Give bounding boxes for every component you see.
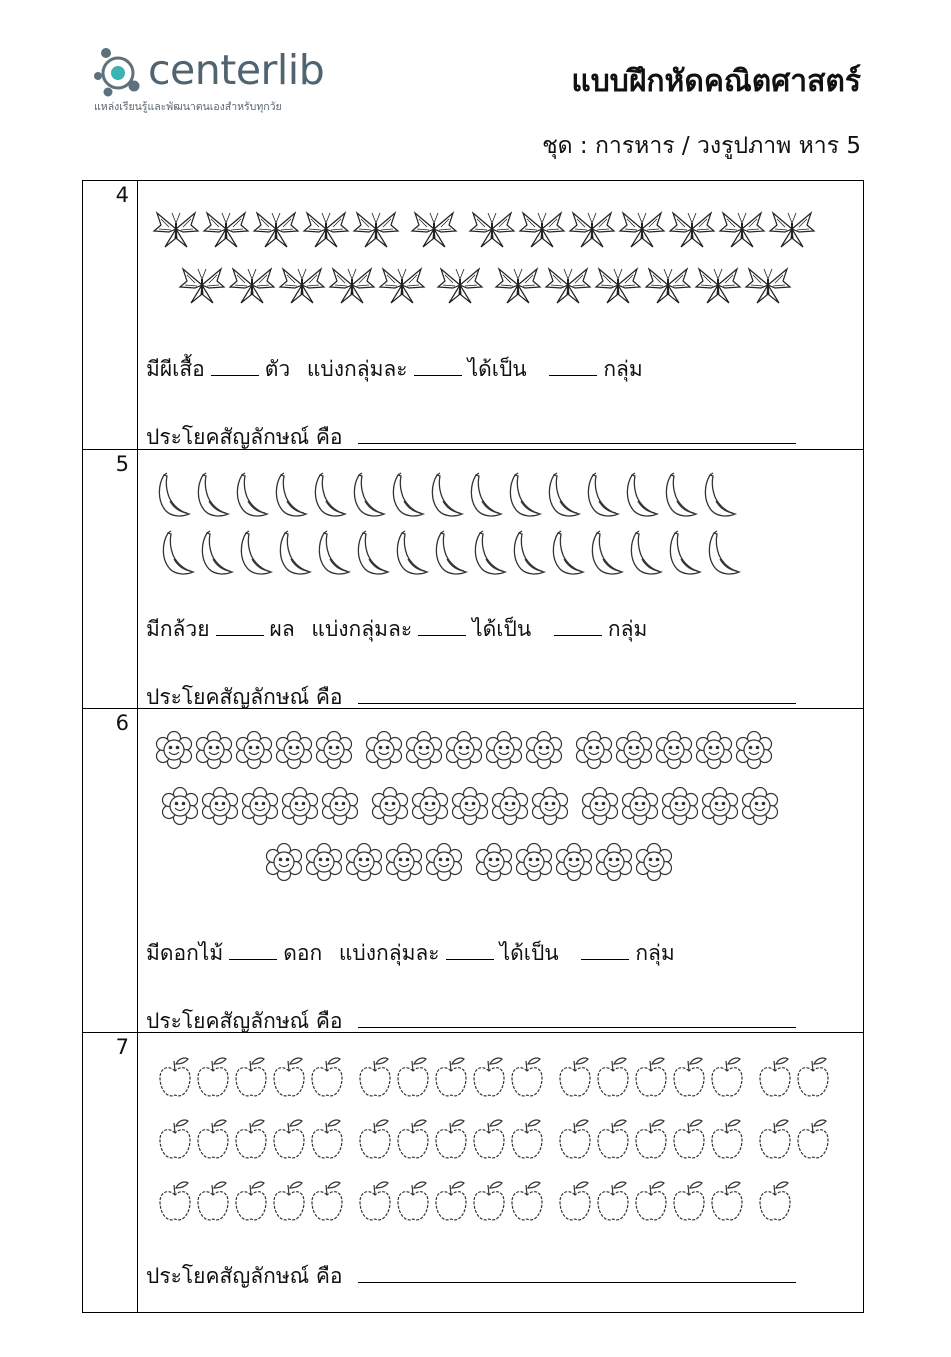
flower-picture-group <box>153 731 779 899</box>
apple-icon <box>509 1117 545 1163</box>
butterfly-icon <box>227 261 277 309</box>
butterfly-icon <box>667 205 717 253</box>
butterfly-picture-group <box>151 205 817 317</box>
banana-icon <box>193 471 231 519</box>
apple-icon <box>157 1055 193 1101</box>
apple-icon <box>233 1179 269 1225</box>
smiling-flower-icon <box>595 843 633 881</box>
symbol-sentence-label: ประโยคสัญลักษณ์ คือ <box>146 1009 343 1033</box>
apple-icon <box>433 1117 469 1163</box>
picture-row <box>153 529 742 587</box>
banana-icon <box>154 471 192 519</box>
smiling-flower-icon <box>701 787 739 825</box>
smiling-flower-icon <box>695 731 733 769</box>
banana-picture-group <box>153 471 742 587</box>
banana-icon <box>548 529 586 577</box>
apple-icon <box>157 1179 193 1225</box>
answer-blank[interactable] <box>446 941 494 960</box>
smiling-flower-icon <box>345 843 383 881</box>
apple-icon <box>357 1055 393 1101</box>
smiling-flower-icon <box>445 731 483 769</box>
butterfly-icon <box>717 205 767 253</box>
banana-icon <box>197 529 235 577</box>
butterfly-icon <box>351 205 401 253</box>
apple-icon <box>709 1117 745 1163</box>
picture-row <box>155 1117 831 1179</box>
butterfly-icon <box>151 205 201 253</box>
banana-icon <box>392 529 430 577</box>
butterfly-icon <box>301 205 351 253</box>
apple-icon <box>595 1179 631 1225</box>
apple-icon <box>795 1117 831 1163</box>
butterfly-icon <box>743 261 793 309</box>
smiling-flower-icon <box>575 731 613 769</box>
smiling-flower-icon <box>741 787 779 825</box>
apple-icon <box>595 1055 631 1101</box>
apple-icon <box>671 1117 707 1163</box>
symbol-sentence-row <box>146 421 802 454</box>
butterfly-icon <box>177 261 227 309</box>
smiling-flower-icon <box>635 843 673 881</box>
answer-blank[interactable] <box>216 617 264 636</box>
banana-icon <box>427 471 465 519</box>
smiling-flower-icon <box>155 731 193 769</box>
apple-icon <box>509 1179 545 1225</box>
symbol-sentence-label: ประโยคสัญลักษณ์ คือ <box>146 1264 343 1288</box>
banana-icon <box>466 471 504 519</box>
smiling-flower-icon <box>525 731 563 769</box>
apple-icon <box>395 1117 431 1163</box>
smiling-flower-icon <box>581 787 619 825</box>
butterfly-icon <box>435 261 485 309</box>
butterfly-icon <box>593 261 643 309</box>
smiling-flower-icon <box>531 787 569 825</box>
page-subtitle: ชุด : การหาร / วงรูปภาพ หาร 5 <box>542 133 861 159</box>
picture-row <box>151 261 817 317</box>
apple-icon <box>395 1179 431 1225</box>
logo-brand-text: centerlib <box>148 46 325 94</box>
banana-icon <box>626 529 664 577</box>
banana-icon <box>275 529 313 577</box>
apple-icon <box>709 1179 745 1225</box>
banana-icon <box>470 529 508 577</box>
apple-icon <box>433 1055 469 1101</box>
smiling-flower-icon <box>201 787 239 825</box>
apple-icon <box>557 1117 593 1163</box>
apple-icon <box>633 1117 669 1163</box>
answer-blank[interactable] <box>414 357 462 376</box>
picture-row <box>153 471 742 529</box>
banana-icon <box>388 471 426 519</box>
apple-icon <box>433 1179 469 1225</box>
apple-icon <box>795 1055 831 1101</box>
butterfly-icon <box>567 205 617 253</box>
butterfly-icon <box>201 205 251 253</box>
butterfly-icon <box>377 261 427 309</box>
apple-picture-group <box>155 1055 831 1241</box>
smiling-flower-icon <box>365 731 403 769</box>
picture-row <box>153 787 779 843</box>
symbol-sentence-blank[interactable] <box>358 685 796 704</box>
banana-icon <box>431 529 469 577</box>
smiling-flower-icon <box>371 787 409 825</box>
banana-icon <box>353 529 391 577</box>
apple-icon <box>471 1055 507 1101</box>
question-number: 4 <box>115 183 129 207</box>
smiling-flower-icon <box>315 731 353 769</box>
apple-icon <box>157 1117 193 1163</box>
number-column-divider <box>137 181 138 1312</box>
apple-icon <box>595 1117 631 1163</box>
apple-icon <box>195 1055 231 1101</box>
apple-icon <box>271 1179 307 1225</box>
banana-icon <box>236 529 274 577</box>
butterfly-icon <box>543 261 593 309</box>
apple-icon <box>757 1055 793 1101</box>
worksheet-table <box>82 180 864 1313</box>
banana-icon <box>583 471 621 519</box>
apple-icon <box>509 1055 545 1101</box>
banana-icon <box>587 529 625 577</box>
smiling-flower-icon <box>425 843 463 881</box>
smiling-flower-icon <box>161 787 199 825</box>
logo-tagline: แหล่งเรียนรู้และพัฒนาตนเองสำหรับทุกวัย <box>94 101 282 113</box>
banana-icon <box>314 529 352 577</box>
apple-icon <box>633 1055 669 1101</box>
question-number: 6 <box>115 711 129 735</box>
smiling-flower-icon <box>411 787 449 825</box>
symbol-sentence-label: ประโยคสัญลักษณ์ คือ <box>146 425 343 449</box>
butterfly-icon <box>493 261 543 309</box>
apple-icon <box>271 1117 307 1163</box>
banana-icon <box>700 471 738 519</box>
smiling-flower-icon <box>305 843 343 881</box>
smiling-flower-icon <box>485 731 523 769</box>
answer-blank[interactable] <box>549 357 597 376</box>
butterfly-icon <box>277 261 327 309</box>
question-sentence: มีผีเสื้อ ตัว แบ่งกลุ่มละ ได้เป็น กลุ่ม <box>146 357 643 381</box>
symbol-sentence-row <box>146 1260 802 1293</box>
butterfly-icon <box>767 205 817 253</box>
apple-icon <box>471 1179 507 1225</box>
symbol-sentence-row <box>146 681 802 714</box>
centerlib-logo <box>92 40 352 120</box>
apple-icon <box>309 1179 345 1225</box>
smiling-flower-icon <box>451 787 489 825</box>
picture-row <box>153 843 779 899</box>
banana-icon <box>271 471 309 519</box>
answer-blank[interactable] <box>581 941 629 960</box>
smiling-flower-icon <box>475 843 513 881</box>
apple-icon <box>671 1179 707 1225</box>
banana-icon <box>505 471 543 519</box>
smiling-flower-icon <box>661 787 699 825</box>
smiling-flower-icon <box>615 731 653 769</box>
apple-icon <box>757 1117 793 1163</box>
apple-icon <box>395 1055 431 1101</box>
logo-molecule-icon <box>92 46 144 98</box>
smiling-flower-icon <box>655 731 693 769</box>
smiling-flower-icon <box>405 731 443 769</box>
banana-icon <box>622 471 660 519</box>
picture-row <box>153 731 779 787</box>
butterfly-icon <box>327 261 377 309</box>
apple-icon <box>309 1117 345 1163</box>
banana-icon <box>349 471 387 519</box>
smiling-flower-icon <box>491 787 529 825</box>
apple-icon <box>557 1055 593 1101</box>
smiling-flower-icon <box>321 787 359 825</box>
butterfly-icon <box>467 205 517 253</box>
butterfly-icon <box>409 205 459 253</box>
apple-icon <box>709 1055 745 1101</box>
answer-blank[interactable] <box>418 617 466 636</box>
apple-icon <box>633 1179 669 1225</box>
butterfly-icon <box>643 261 693 309</box>
banana-icon <box>665 529 703 577</box>
answer-blank[interactable] <box>211 357 259 376</box>
smiling-flower-icon <box>555 843 593 881</box>
smiling-flower-icon <box>281 787 319 825</box>
banana-icon <box>310 471 348 519</box>
banana-icon <box>158 529 196 577</box>
apple-icon <box>671 1055 707 1101</box>
symbol-sentence-label: ประโยคสัญลักษณ์ คือ <box>146 685 343 709</box>
picture-row <box>155 1179 831 1241</box>
answer-blank[interactable] <box>229 941 277 960</box>
question-sentence: มีกล้วย ผล แบ่งกลุ่มละ ได้เป็น กลุ่ม <box>146 617 648 641</box>
banana-icon <box>661 471 699 519</box>
symbol-sentence-blank[interactable] <box>358 1009 796 1028</box>
smiling-flower-icon <box>275 731 313 769</box>
apple-icon <box>271 1055 307 1101</box>
question-sentence: มีดอกไม้ ดอก แบ่งกลุ่มละ ได้เป็น กลุ่ม <box>146 941 675 965</box>
apple-icon <box>357 1179 393 1225</box>
butterfly-icon <box>251 205 301 253</box>
apple-icon <box>195 1117 231 1163</box>
symbol-sentence-blank[interactable] <box>358 425 796 444</box>
question-number: 5 <box>115 452 129 476</box>
question-number: 7 <box>115 1035 129 1059</box>
apple-icon <box>357 1117 393 1163</box>
smiling-flower-icon <box>735 731 773 769</box>
apple-icon <box>757 1179 793 1225</box>
symbol-sentence-blank[interactable] <box>358 1264 796 1283</box>
smiling-flower-icon <box>265 843 303 881</box>
apple-icon <box>233 1117 269 1163</box>
apple-icon <box>195 1179 231 1225</box>
banana-icon <box>704 529 742 577</box>
apple-icon <box>233 1055 269 1101</box>
banana-icon <box>509 529 547 577</box>
apple-icon <box>557 1179 593 1225</box>
smiling-flower-icon <box>235 731 273 769</box>
picture-row <box>151 205 817 261</box>
apple-icon <box>471 1117 507 1163</box>
butterfly-icon <box>617 205 667 253</box>
banana-icon <box>232 471 270 519</box>
smiling-flower-icon <box>515 843 553 881</box>
answer-blank[interactable] <box>554 617 602 636</box>
apple-icon <box>309 1055 345 1101</box>
page-title: แบบฝึกหัดคณิตศาสตร์ <box>571 64 861 99</box>
banana-icon <box>544 471 582 519</box>
butterfly-icon <box>517 205 567 253</box>
smiling-flower-icon <box>385 843 423 881</box>
picture-row <box>155 1055 831 1117</box>
butterfly-icon <box>693 261 743 309</box>
smiling-flower-icon <box>621 787 659 825</box>
smiling-flower-icon <box>241 787 279 825</box>
symbol-sentence-row <box>146 1005 802 1038</box>
smiling-flower-icon <box>195 731 233 769</box>
